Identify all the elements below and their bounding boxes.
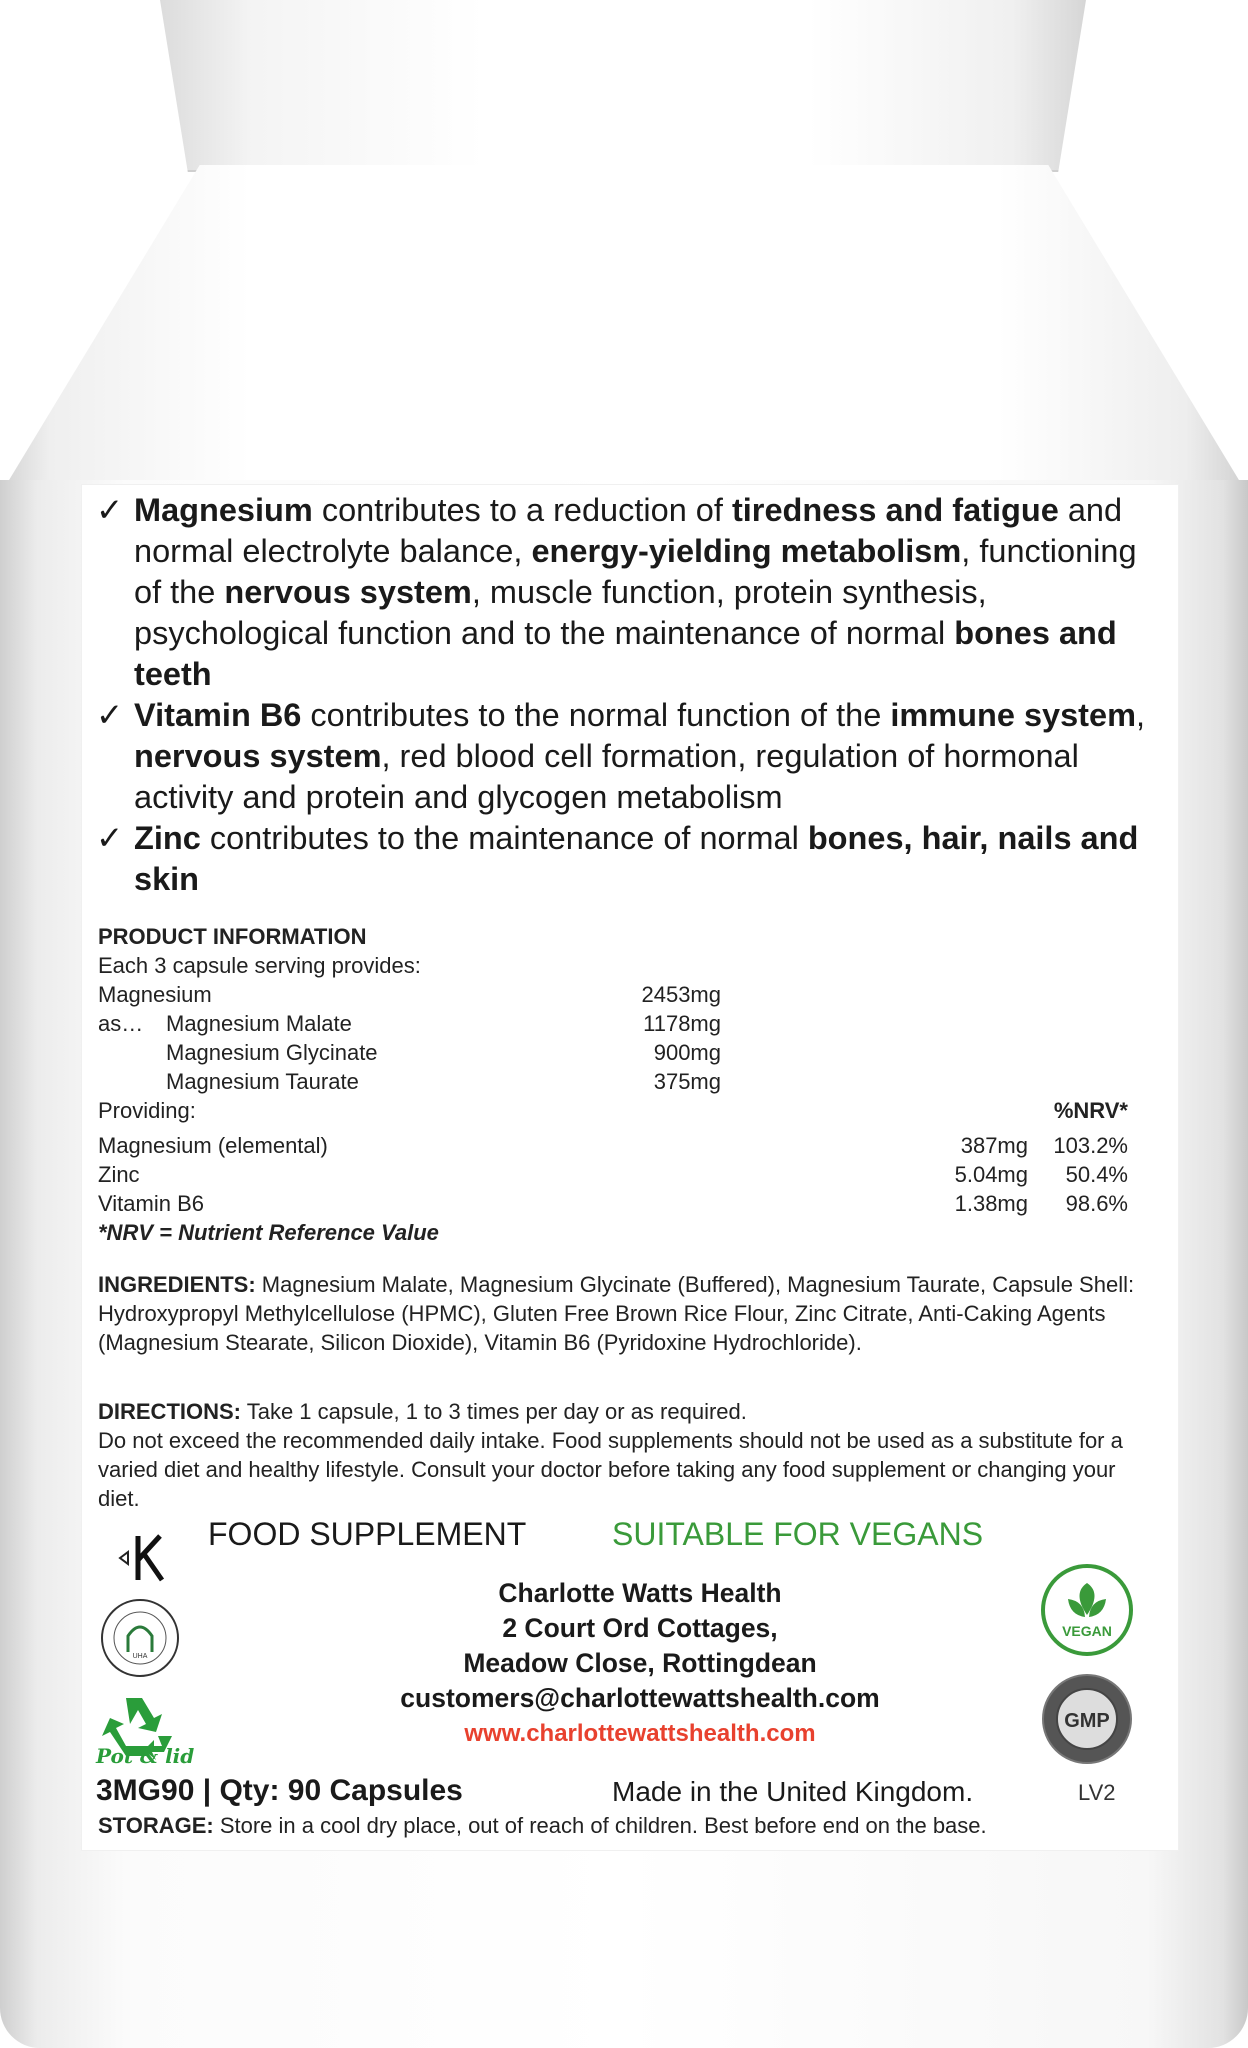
benefit-bold-text: bones and teeth (134, 615, 1117, 692)
nutrient-nrv: 50.4% (1065, 1162, 1128, 1187)
gmp-badge-icon (1040, 1672, 1134, 1766)
form-name: Magnesium Taurate (166, 1069, 359, 1094)
storage-label: STORAGE: (98, 1813, 214, 1838)
suitable-for-vegans-text: SUITABLE FOR VEGANS (612, 1516, 984, 1552)
storage-text: Store in a cool dry place, out of reach of children. Best before end on the base. (213, 1813, 987, 1838)
bottle-shoulder (0, 165, 1248, 495)
ingredients (98, 1270, 1138, 1357)
ingredients-text: Magnesium Malate, Magnesium Glycinate (Buffered), Magnesium Taurate, Capsule Shell: Hydroxypropyl Methylcellulose (HPMC), Gluten Free Brown Rice Flour, Zinc Citrate, Anti-Caking Agents (Magnesium Stearate, Silicon Dioxide), Vitamin B6 (Pyridoxine Hydrochloride). (98, 1272, 1135, 1355)
nutrient-row (98, 1160, 1138, 1189)
benefit-text: and normal electrolyte balance, (134, 492, 1123, 569)
benefit-text: , red blood cell formation, regulation of hormonal activity and protein and glycogen metabolism (134, 738, 1079, 815)
product-info-title: PRODUCT INFORMATION (98, 924, 367, 949)
form-amount: 900mg (653, 1040, 721, 1065)
food-supplement-text: FOOD SUPPLEMENT (208, 1516, 527, 1552)
nutrient-row (98, 1131, 1138, 1160)
benefit-bold-text: tiredness and fatigue (731, 492, 1059, 528)
nutrient-nrv: 98.6% (1065, 1191, 1128, 1216)
nutrient-name: Magnesium (elemental) (98, 1133, 328, 1158)
nutrient-name: Zinc (98, 1162, 140, 1187)
nutrient-name: Vitamin B6 (98, 1191, 204, 1216)
providing-label: Providing: (98, 1098, 196, 1123)
check-icon: ✓ (96, 820, 124, 856)
benefit-bold-text: nervous system (224, 574, 472, 610)
magnesium-label: Magnesium (98, 982, 212, 1007)
check-icon: ✓ (96, 697, 124, 733)
nutrient-amount: 387mg (960, 1133, 1028, 1158)
benefit-item (96, 490, 1166, 695)
k-kosher-logo-icon (110, 1528, 170, 1588)
nutrient-nrv: 103.2% (1053, 1133, 1128, 1158)
nrv-header: %NRV* (1053, 1098, 1128, 1123)
benefit-bold-text: Magnesium (134, 492, 313, 528)
form-row (98, 1038, 1138, 1067)
form-row (98, 1067, 1138, 1096)
nutrient-amount: 5.04mg (954, 1162, 1028, 1187)
made-in-text: Made in the United Kingdom. (612, 1776, 974, 1807)
gmp-badge-text: GMP (1064, 1710, 1110, 1732)
bottle-lid (160, 0, 1086, 172)
benefit-bold-text: immune system (890, 697, 1136, 733)
nutrient-amount: 1.38mg (954, 1191, 1028, 1216)
benefit-bold-text: energy-yielding metabolism (531, 533, 962, 569)
storage-info (98, 1813, 1158, 1839)
benefit-item (96, 695, 1166, 818)
nrv-note: *NRV = Nutrient Reference Value (98, 1220, 439, 1245)
vegan-badge-text: VEGAN (1062, 1623, 1112, 1639)
directions-text: Take 1 capsule, 1 to 3 times per day or as required. (241, 1399, 747, 1424)
magnesium-amount: 2453mg (641, 982, 721, 1007)
halal-authority-icon (98, 1596, 182, 1680)
company-email: customers@charlottewattshealth.com (400, 1683, 880, 1713)
form-name: Magnesium Glycinate (166, 1040, 378, 1065)
benefit-text: , muscle function, protein synthesis, psychological function and to the maintenance of normal (134, 574, 987, 651)
directions (98, 1397, 1138, 1513)
address-line1: 2 Court Ord Cottages, (502, 1613, 778, 1643)
benefit-bold-text: Zinc (134, 820, 201, 856)
company-address (300, 1576, 980, 1751)
magnesium-row (98, 980, 1138, 1009)
halal-sub-text: UHA (132, 1653, 148, 1660)
benefit-text: , functioning of the (134, 533, 1137, 610)
vegan-badge-icon (1040, 1563, 1134, 1657)
form-amount: 1178mg (643, 1011, 721, 1036)
benefit-text: contributes to the maintenance of normal (200, 820, 808, 856)
form-amount: 375mg (653, 1069, 721, 1094)
benefit-bold-text: nervous system (134, 738, 382, 774)
form-row (98, 1009, 1138, 1038)
benefit-text: contributes to a reduction of (312, 492, 732, 528)
form-name: Magnesium Malate (166, 1011, 352, 1036)
address-line2: Meadow Close, Rottingdean (463, 1648, 817, 1678)
serving-text: Each 3 capsule serving provides: (98, 953, 421, 978)
benefit-bold-text: Vitamin B6 (134, 697, 302, 733)
ingredients-label: INGREDIENTS: (98, 1272, 256, 1297)
label-version: LV2 (1078, 1780, 1116, 1805)
sku-quantity: 3MG90 | Qty: 90 Capsules (96, 1774, 463, 1807)
directions-label: DIRECTIONS: (98, 1399, 241, 1424)
benefit-item (96, 818, 1166, 900)
pot-and-lid-text: Pot & lid (96, 1744, 195, 1768)
check-icon: ✓ (96, 492, 124, 528)
as-label: as… (98, 1011, 144, 1036)
benefit-text: contributes to the normal function of the (301, 697, 891, 733)
benefit-text: , (1135, 697, 1146, 733)
directions-warning: Do not exceed the recommended daily intake. Food supplements should not be used as a substitute for a varied diet and healthy lifestyle. Consult your doctor before taking any food supplement or changing your diet. (98, 1428, 1123, 1511)
product-information (98, 922, 1138, 1247)
providing-row (98, 1096, 1138, 1131)
benefit-bold-text: bones, hair, nails and skin (134, 820, 1139, 897)
company-website: www.charlottewattshealth.com (464, 1720, 816, 1747)
benefits-list (96, 490, 1166, 900)
company-name: Charlotte Watts Health (498, 1578, 782, 1608)
nutrient-row (98, 1189, 1138, 1218)
